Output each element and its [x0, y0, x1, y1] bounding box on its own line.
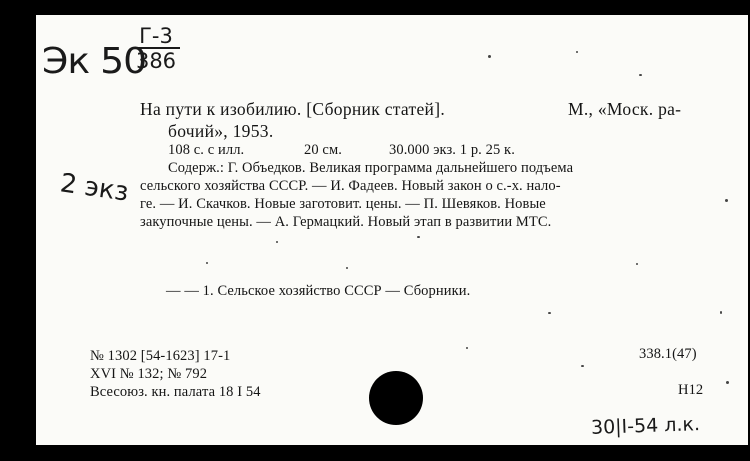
ink-speck: [466, 347, 468, 349]
ink-speck: [725, 199, 728, 202]
call-number-fraction: [130, 25, 182, 73]
handwritten-corner-note: 30|I-54 л.к.: [590, 413, 701, 439]
subject-heading: — — 1. Сельское хозяйство СССР — Сборники.: [166, 283, 471, 299]
contents-line: закупочные цены. — А. Гермацкий. Новый этап в развитии МТС.: [140, 214, 552, 230]
catalog-card: [36, 15, 748, 445]
ink-speck: [488, 55, 491, 58]
collation-print-run: 30.000 экз. 1 р. 25 к.: [389, 142, 515, 158]
contents-line: сельского хозяйства СССР. — И. Фадеев. Новый закон о с.-х. нало-: [140, 178, 561, 194]
ink-speck: [726, 381, 729, 384]
footer-chamber: Всесоюз. кн. палата 18 I 54: [90, 384, 261, 400]
contents-line: Содерж.: Г. Объедков. Великая программа дальнейшего подъема: [168, 160, 574, 176]
call-number-main: Эк 50: [42, 41, 147, 82]
ink-speck: [639, 74, 642, 76]
ink-speck: [636, 263, 638, 265]
collation-size: 20 см.: [304, 142, 342, 158]
ink-speck: [276, 241, 278, 243]
handwritten-margin-note: 2 экз: [58, 168, 131, 208]
ink-speck: [576, 51, 578, 53]
ink-speck: [346, 267, 348, 269]
imprint-end: бочий», 1953.: [168, 121, 274, 141]
title: На пути к изобилию. [Сборник статей].: [140, 99, 446, 119]
collation-pages: 108 с. с илл.: [168, 142, 245, 158]
ink-speck: [206, 262, 208, 264]
ink-speck: [417, 236, 420, 238]
ink-speck: [720, 311, 722, 314]
imprint-start: М., «Моск. ра-: [568, 99, 682, 119]
contents-line: ге. — И. Скачков. Новые заготовит. цены. — П. Шевяков. Новые: [140, 196, 546, 212]
call-number-top: Г-3: [139, 24, 173, 48]
footer-registry: XVI № 132; № 792: [90, 366, 208, 382]
ink-speck: [581, 365, 584, 367]
call-number-bottom: 386: [135, 49, 177, 73]
footer-record-number: № 1302 [54-1623] 17-1: [90, 348, 231, 364]
punch-hole: [369, 371, 423, 425]
classification-number: 338.1(47): [639, 346, 697, 362]
ink-speck: [548, 312, 551, 314]
shelf-mark: Н12: [678, 382, 704, 398]
